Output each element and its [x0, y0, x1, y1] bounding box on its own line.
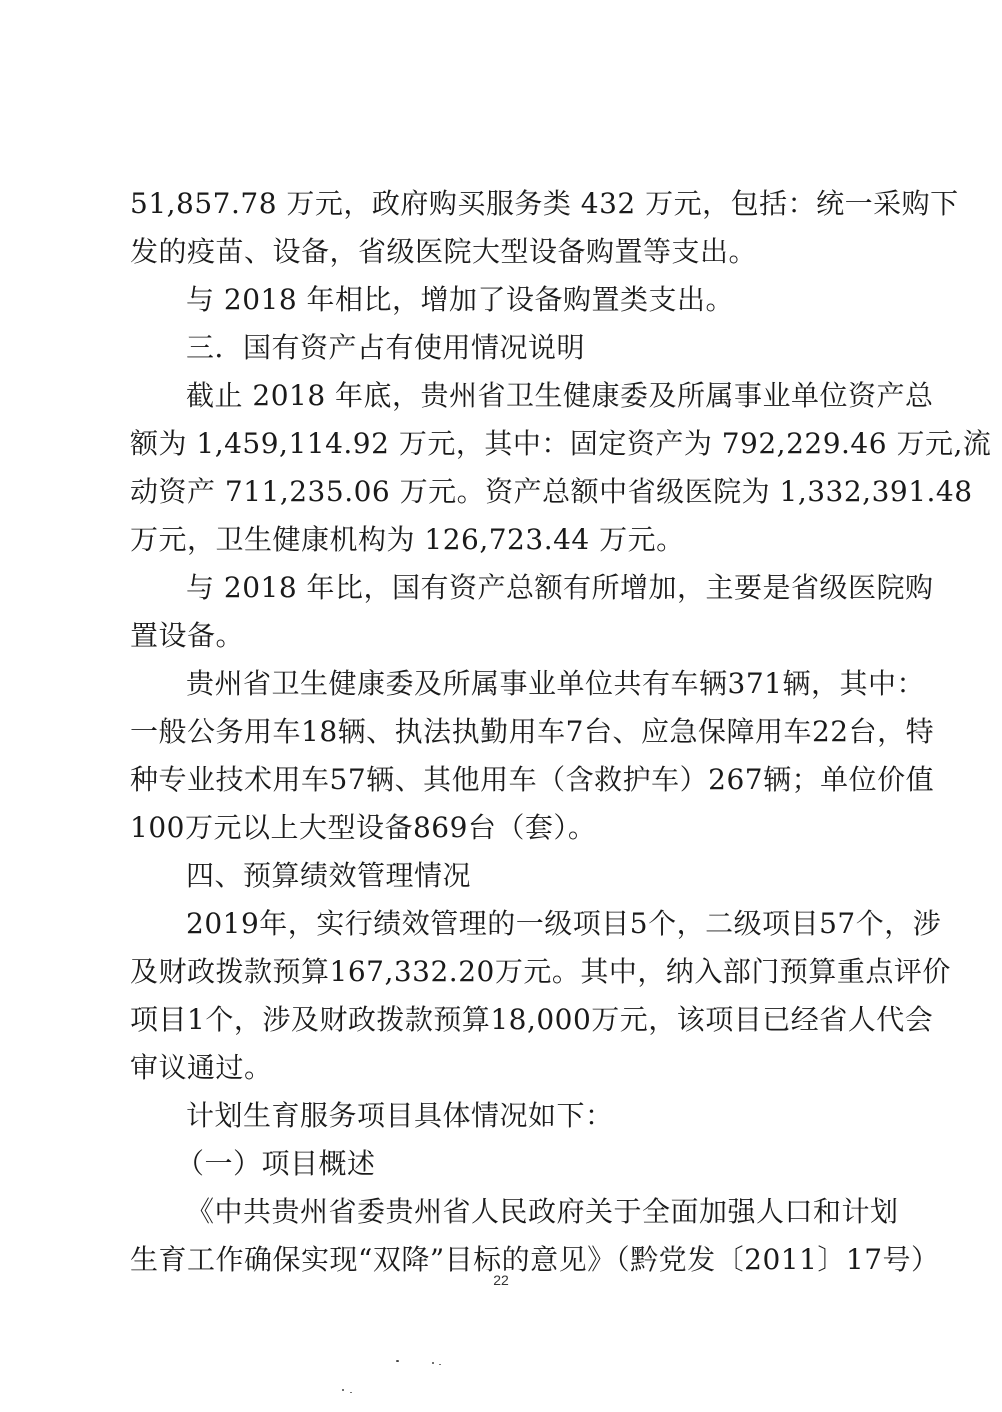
paragraph-line: 100万元以上大型设备869台（套）。 [130, 811, 597, 844]
paragraph-line: 2019年，实行绩效管理的一级项目5个，二级项目57个，涉 [186, 907, 942, 940]
paragraph-line: 额为 1,459,114.92 万元，其中：固定资产为 792,229.46 万元,流 [130, 427, 992, 460]
subsection-heading: 计划生育服务项目具体情况如下： [186, 1099, 614, 1132]
paragraph-line: 审议通过。 [130, 1051, 273, 1084]
paragraph-line: 发的疫苗、设备，省级医院大型设备购置等支出。 [130, 235, 758, 268]
paragraph-line: 《中共贵州省委贵州省人民政府关于全面加强人口和计划 [186, 1195, 899, 1228]
paragraph-line: 截止 2018 年底，贵州省卫生健康委及所属事业单位资产总 [186, 379, 934, 412]
paragraph-line: 置设备。 [130, 619, 245, 652]
scan-speck [439, 1364, 441, 1365]
paragraph-line: 51,857.78 万元，政府购买服务类 432 万元，包括：统一采购下 [130, 187, 959, 220]
paragraph-line: 一般公务用车18辆、执法执勤用车7台、应急保障用车22台，特 [130, 715, 935, 748]
scan-speck [342, 1389, 344, 1391]
paragraph-line: 与 2018 年相比，增加了设备购置类支出。 [186, 283, 735, 316]
paragraph-line: 生育工作确保实现“双降”目标的意见》（黔党发〔2011〕17号） [130, 1243, 940, 1276]
paragraph-line: 种专业技术用车57辆、其他用车（含救护车）267辆；单位价值 [130, 763, 935, 796]
paragraph-line: 及财政拨款预算167,332.20万元。其中，纳入部门预算重点评价 [130, 955, 951, 988]
paragraph-line: 万元，卫生健康机构为 126,723.44 万元。 [130, 523, 685, 556]
paragraph-line: 项目1个，涉及财政拨款预算18,000万元，该项目已经省人代会 [130, 1003, 934, 1036]
scan-speck [396, 1360, 399, 1362]
section-heading: 三．国有资产占有使用情况说明 [186, 331, 586, 364]
section-heading: 四、预算绩效管理情况 [186, 859, 472, 892]
paragraph-line: 贵州省卫生健康委及所属事业单位共有车辆371辆，其中： [186, 667, 925, 700]
page-number: 22 [493, 1272, 509, 1288]
paragraph-line: 与 2018 年比，国有资产总额有所增加，主要是省级医院购 [186, 571, 934, 604]
document-body [130, 180, 992, 1284]
scan-speck [432, 1362, 434, 1364]
subsection-heading: （一）项目概述 [176, 1147, 376, 1180]
paragraph-line: 动资产 711,235.06 万元。资产总额中省级医院为 1,332,391.48 [130, 475, 973, 508]
scan-speck [350, 1392, 352, 1393]
